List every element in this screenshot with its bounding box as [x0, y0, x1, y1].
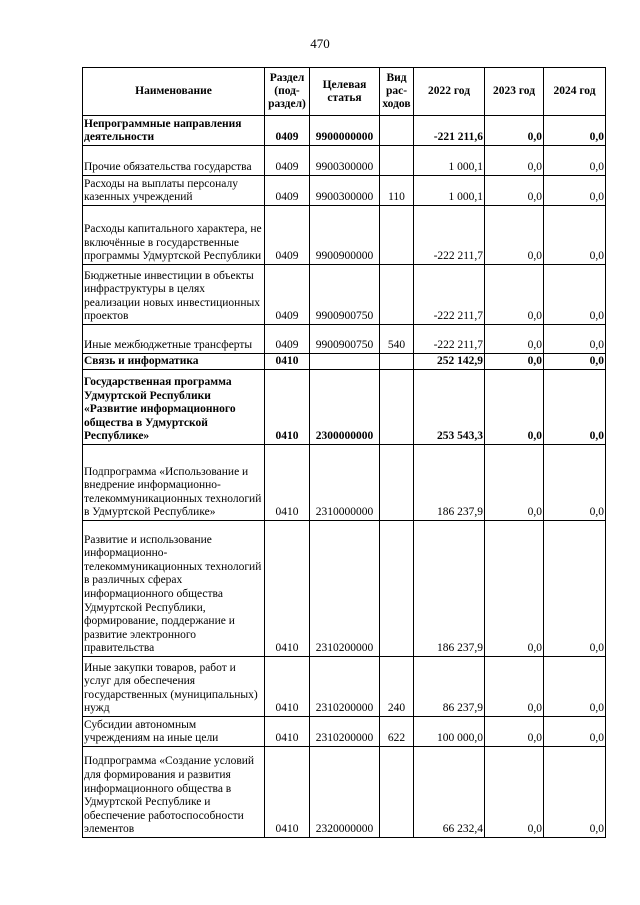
table-row: [83, 370, 606, 445]
header-type: Вид рас- ходов: [380, 68, 414, 116]
cell-y2024: 0,0: [544, 176, 606, 206]
cell-type: [380, 445, 414, 521]
cell-name: Бюджетные инвестиции в объекты инфраструктуры в целях реализации новых инвестиционных проектов: [83, 265, 265, 325]
cell-target: 9900300000: [310, 146, 380, 176]
cell-section: 0409: [265, 176, 310, 206]
cell-target: 2310200000: [310, 717, 380, 747]
cell-name: Расходы на выплаты персоналу казенных учреждений: [83, 176, 265, 206]
cell-y2024: 0,0: [544, 325, 606, 354]
header-2024: 2024 год: [544, 68, 606, 116]
table-row: [83, 717, 606, 747]
table-row: [83, 265, 606, 325]
cell-y2024: 0,0: [544, 370, 606, 445]
table-row: [83, 354, 606, 370]
cell-y2024: 0,0: [544, 747, 606, 838]
table-row: [83, 116, 606, 146]
cell-y2022: 100 000,0: [414, 717, 485, 747]
cell-y2023: 0,0: [485, 325, 544, 354]
cell-target: 9900300000: [310, 176, 380, 206]
cell-type: 240: [380, 657, 414, 717]
cell-target: 9900000000: [310, 116, 380, 146]
cell-type: [380, 146, 414, 176]
table-row: [83, 445, 606, 521]
page-number: 470: [310, 36, 330, 51]
cell-y2024: 0,0: [544, 146, 606, 176]
cell-target: 2310200000: [310, 657, 380, 717]
cell-name: Связь и информатика: [83, 354, 265, 370]
cell-section: 0410: [265, 747, 310, 838]
header-2023: 2023 год: [485, 68, 544, 116]
cell-y2023: 0,0: [485, 116, 544, 146]
header-target: Целевая статья: [310, 68, 380, 116]
cell-y2022: 1 000,1: [414, 146, 485, 176]
cell-target: 2310000000: [310, 445, 380, 521]
table-body: [83, 116, 606, 838]
cell-y2023: 0,0: [485, 354, 544, 370]
cell-y2022: 253 543,3: [414, 370, 485, 445]
cell-type: [380, 747, 414, 838]
table-row: [83, 657, 606, 717]
cell-y2023: 0,0: [485, 370, 544, 445]
cell-name: Расходы капитального характера, не включённые в государственные программы Удмуртской Республики: [83, 206, 265, 265]
cell-type: 110: [380, 176, 414, 206]
cell-y2024: 0,0: [544, 445, 606, 521]
cell-target: 9900900750: [310, 265, 380, 325]
cell-y2023: 0,0: [485, 521, 544, 657]
cell-y2023: 0,0: [485, 176, 544, 206]
cell-y2022: -222 211,7: [414, 206, 485, 265]
cell-target: 2300000000: [310, 370, 380, 445]
cell-y2022: -222 211,7: [414, 325, 485, 354]
cell-section: 0410: [265, 717, 310, 747]
table-row: [83, 521, 606, 657]
cell-name: Государственная программа Удмуртской Республики «Развитие информационного общества в Удмуртской Республике»: [83, 370, 265, 445]
cell-section: 0409: [265, 265, 310, 325]
cell-y2024: 0,0: [544, 521, 606, 657]
cell-y2023: 0,0: [485, 206, 544, 265]
cell-y2022: 86 237,9: [414, 657, 485, 717]
cell-type: 622: [380, 717, 414, 747]
table-row: [83, 176, 606, 206]
table-row: [83, 146, 606, 176]
cell-section: 0409: [265, 206, 310, 265]
cell-section: 0410: [265, 521, 310, 657]
cell-target: 2310200000: [310, 521, 380, 657]
table-row: [83, 325, 606, 354]
cell-y2023: 0,0: [485, 146, 544, 176]
table-row: [83, 206, 606, 265]
cell-type: 540: [380, 325, 414, 354]
cell-section: 0410: [265, 354, 310, 370]
cell-name: Иные межбюджетные трансферты: [83, 325, 265, 354]
cell-name: Непрограммные направления деятельности: [83, 116, 265, 146]
header-name: Наименование: [83, 68, 265, 116]
cell-y2024: 0,0: [544, 265, 606, 325]
cell-y2022: 186 237,9: [414, 521, 485, 657]
cell-y2023: 0,0: [485, 445, 544, 521]
cell-target: 9900900000: [310, 206, 380, 265]
cell-y2022: -221 211,6: [414, 116, 485, 146]
cell-name: Подпрограмма «Создание условий для формирования и развития информационного общества в Удмуртской Республике и обеспечение работоспособности элементов: [83, 747, 265, 838]
cell-type: [380, 370, 414, 445]
cell-y2023: 0,0: [485, 265, 544, 325]
cell-y2024: 0,0: [544, 657, 606, 717]
cell-type: [380, 521, 414, 657]
budget-table: [82, 67, 606, 838]
cell-type: [380, 116, 414, 146]
header-section: Раздел (под- раздел): [265, 68, 310, 116]
cell-type: [380, 354, 414, 370]
cell-section: 0409: [265, 146, 310, 176]
cell-section: 0409: [265, 116, 310, 146]
cell-type: [380, 206, 414, 265]
cell-section: 0410: [265, 657, 310, 717]
cell-y2022: 66 232,4: [414, 747, 485, 838]
cell-name: Прочие обязательства государства: [83, 146, 265, 176]
cell-y2022: -222 211,7: [414, 265, 485, 325]
cell-section: 0410: [265, 370, 310, 445]
cell-target: 2320000000: [310, 747, 380, 838]
cell-y2023: 0,0: [485, 717, 544, 747]
cell-y2022: 186 237,9: [414, 445, 485, 521]
header-2022: 2022 год: [414, 68, 485, 116]
cell-name: Развитие и использование информационно-телекоммуникационных технологий в различных сферах информационного общества Удмуртской Республики, формирование, поддержание и развитие электронного правительства: [83, 521, 265, 657]
cell-y2024: 0,0: [544, 717, 606, 747]
table-header-row: [83, 68, 606, 116]
cell-section: 0409: [265, 325, 310, 354]
cell-name: Иные закупки товаров, работ и услуг для обеспечения государственных (муниципальных) нужд: [83, 657, 265, 717]
cell-target: [310, 354, 380, 370]
cell-name: Субсидии автономным учреждениям на иные цели: [83, 717, 265, 747]
table-row: [83, 747, 606, 838]
cell-target: 9900900750: [310, 325, 380, 354]
cell-section: 0410: [265, 445, 310, 521]
cell-name: Подпрограмма «Использование и внедрение информационно-телекоммуникационных технологий в Удмуртской Республике»: [83, 445, 265, 521]
cell-type: [380, 265, 414, 325]
cell-y2024: 0,0: [544, 206, 606, 265]
cell-y2022: 1 000,1: [414, 176, 485, 206]
cell-y2024: 0,0: [544, 354, 606, 370]
cell-y2023: 0,0: [485, 747, 544, 838]
cell-y2024: 0,0: [544, 116, 606, 146]
cell-y2022: 252 142,9: [414, 354, 485, 370]
cell-y2023: 0,0: [485, 657, 544, 717]
